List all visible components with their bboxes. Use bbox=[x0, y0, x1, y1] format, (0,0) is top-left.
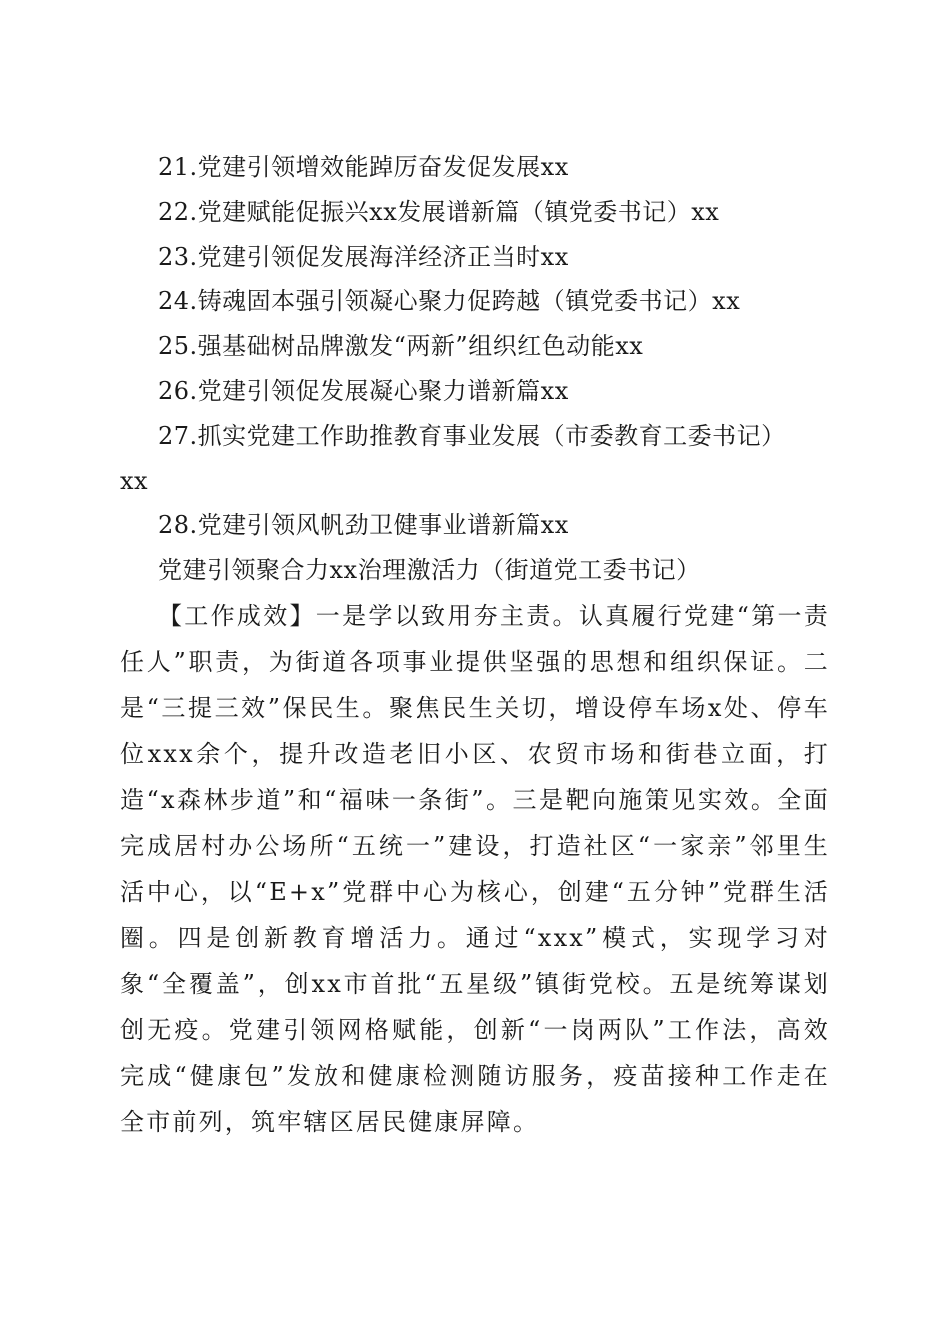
list-item: 27.抓实党建工作助推教育事业发展（市委教育工委书记） bbox=[158, 421, 786, 450]
section-title: 党建引领聚合力xx治理激活力（街道党工委书记） bbox=[158, 556, 701, 585]
list-item: 24.铸魂固本强引领凝心聚力促跨越（镇党委书记）xx bbox=[158, 287, 741, 316]
list-item: 23.党建引领促发展海洋经济正当时xx bbox=[158, 242, 569, 271]
document-page bbox=[120, 145, 830, 1145]
list-item: 21.党建引领增效能踔厉奋发促发展xx bbox=[158, 153, 569, 181]
list-item: 22.党建赋能促振兴xx发展谱新篇（镇党委书记）xx bbox=[158, 197, 720, 226]
body-paragraph: 【工作成效】一是学以致用夯主责。认真履行党建“第一责任人”职责，为街道各项事业提供坚强的思想和组织保证。二是“三提三效”保民生。聚焦民生关切，增设停车场x处、停车位xxx余个，提升改造老旧小区、农贸市场和街巷立面，打造“x森林步道”和“福味一条街”。三是靶向施策见实效。全面完成居村办公场所“五统一”建设，打造社区“一家亲”邻里生活中心，以“E+x”党群中心为核心，创建“五分钟”党群生活圈。四是创新教育增活力。通过“xxx”模式，实现学习对象“全覆盖”，创xx市首批“五星级”镇街党校。五是统筹谋划创无疫。党建引领网格赋能，创新“一岗两队”工作法，高效完成“健康包”发放和健康检测随访服务，疫苗接种工作走在全市前列，筑牢辖区居民健康屏障。 bbox=[120, 601, 830, 1136]
list-item-continuation: xx bbox=[120, 466, 149, 495]
list-item: 25.强基础树品牌激发“两新”组织红色动能xx bbox=[158, 332, 644, 361]
list-item: 26.党建引领促发展凝心聚力谱新篇xx bbox=[158, 376, 569, 405]
list-item: 28.党建引领风帆劲卫健事业谱新篇xx bbox=[158, 511, 569, 540]
